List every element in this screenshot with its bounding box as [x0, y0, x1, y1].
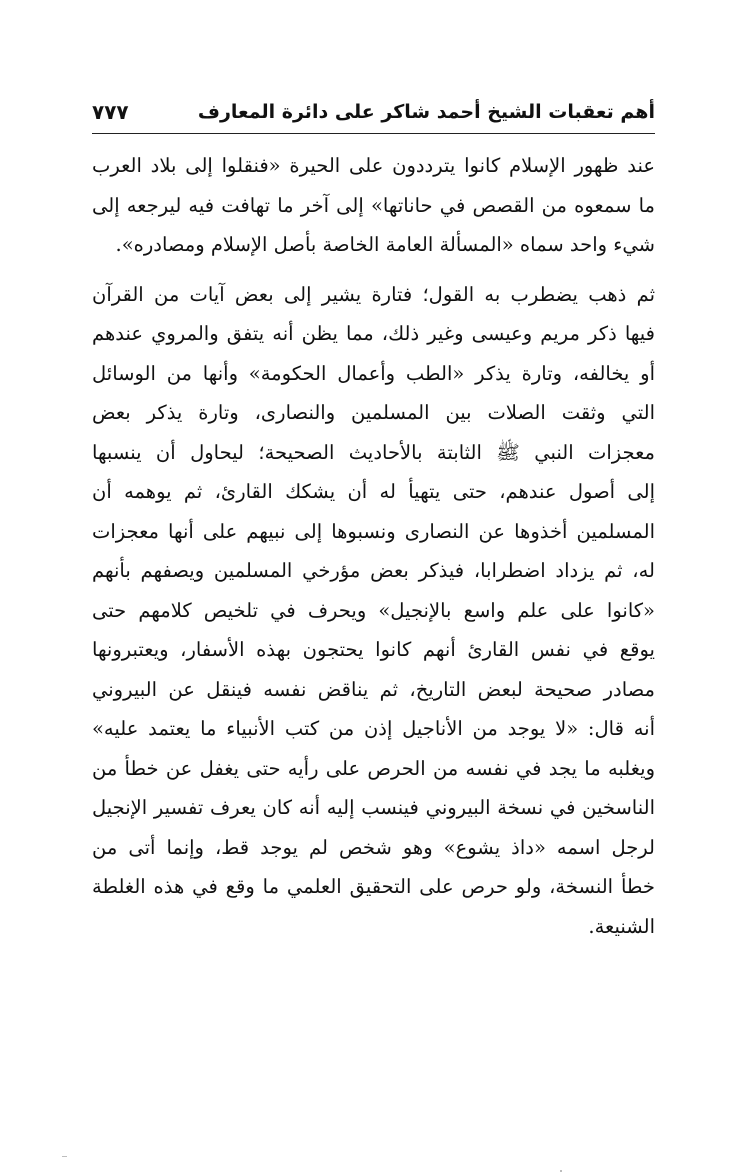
scan-speck: [62, 1156, 67, 1157]
text-line: ثم ذهب يضطرب به القول؛ فتارة يشير إلى بعض آيات من القرآن: [92, 282, 655, 306]
text-line: فيها ذكر مريم وعيسى وغير ذلك، مما يظن أنه يتفق والمروي عندهم: [92, 322, 655, 345]
text-line: ويغلبه ما يجد في نفسه من الحرص على رأيه حتى يغفل عن خطأ من: [92, 756, 655, 780]
page-number: ٧٧٧: [92, 100, 129, 124]
text-line: المسلمين أخذوها عن النصارى ونسبوها إلى نبيهم على أنها معجزات: [92, 519, 655, 543]
text-line: إلى أصول عندهم، حتى يتهيأ له أن يشكك القارئ، ثم يوهمه أن: [92, 480, 655, 503]
text-line: يوقع في نفس القارئ أنهم كانوا يحتجون بهذه الأسفار، ويعتبرونها: [92, 638, 655, 661]
text-line: التي وثقت الصلات بين المسلمين والنصارى، وتارة يذكر بعض: [92, 401, 655, 424]
text-line: مصادر صحيحة لبعض التاريخ، ثم يناقض نفسه فينقل عن البيروني: [92, 677, 655, 701]
body-text: [92, 146, 655, 946]
text-line: شيء واحد سماه «المسألة العامة الخاصة بأصل الإسلام ومصادره».: [115, 233, 655, 256]
text-line: الشنيعة.: [588, 914, 655, 938]
text-line: له، ثم يزداد اضطرابا، فيذكر بعض مؤرخي المسلمين ويصفهم بأنهم: [92, 559, 655, 582]
text-line: أو يخالفه، وتارة يذكر «الطب وأعمال الحكومة» وأنها من الوسائل: [92, 361, 655, 385]
running-header: [92, 97, 655, 129]
text-line: أنه قال: «لا يوجد من الأناجيل إذن من كتب الأنبياء ما يعتمد عليه»: [92, 717, 655, 740]
text-line: عند ظهور الإسلام كانوا يترددون على الحيرة «فنقلوا إلى بلاد العرب: [92, 154, 655, 177]
paragraph-1: [92, 146, 655, 265]
text-line: معجزات النبي ﷺ الثابتة بالأحاديث الصحيحة؛ ليحاول أن ينسبها: [92, 440, 655, 464]
header-rule: [92, 133, 655, 134]
text-line: الناسخين في نسخة البيروني فينسب إليه أنه كان يعرف تفسير الإنجيل: [92, 796, 655, 819]
text-line: «كانوا على علم واسع بالإنجيل» ويحرف في تلخيص كلامهم حتى: [92, 598, 655, 622]
scan-speck: [560, 1170, 562, 1172]
text-line: لرجل اسمه «داذ يشوع» وهو شخص لم يوجد قط، وإنما أتى من: [92, 835, 655, 859]
text-line: خطأ النسخة، ولو حرص على التحقيق العلمي ما وقع في هذه الغلطة: [92, 875, 655, 898]
text-line: ما سمعوه من القصص في حاناتها» إلى آخر ما تهافت فيه ليرجعه إلى: [92, 193, 655, 217]
paragraph-2: [92, 275, 655, 947]
running-title: أهم تعقبات الشيخ أحمد شاكر على دائرة المعارف: [197, 101, 655, 123]
